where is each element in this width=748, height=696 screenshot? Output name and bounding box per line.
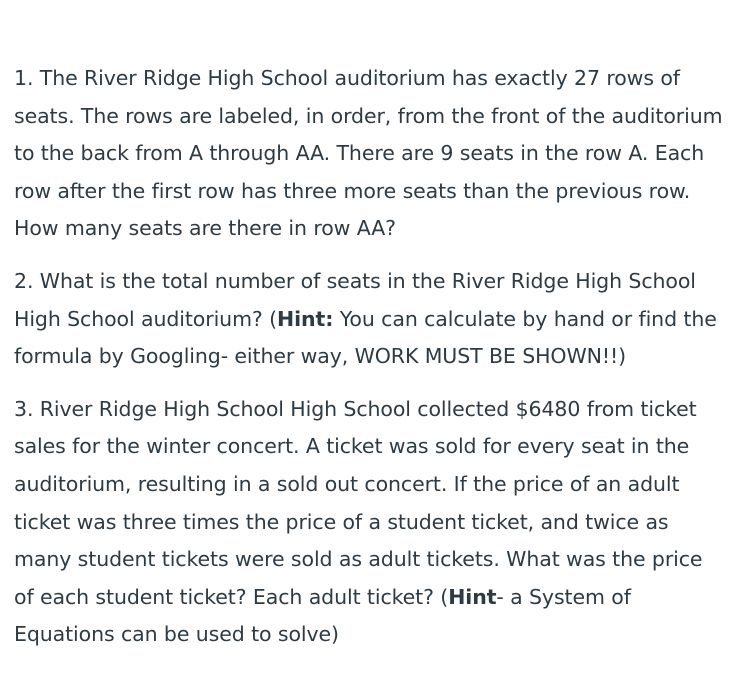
question-2-text-start: 2. What is the total number of seats in the River Ridge High School High School auditorium? ( (14, 268, 696, 331)
question-3-text-end: - a System of Equations can be used to solve) (14, 584, 631, 647)
question-3-hint-label: Hint (448, 584, 497, 609)
question-2-hint-label: Hint: (277, 306, 334, 331)
question-1 (14, 60, 724, 248)
question-3 (14, 391, 724, 654)
question-3-text-start: 3. River Ridge High School High School collected $6480 from ticket sales for the winter concert. A ticket was sold for every seat in the auditorium, resulting in a sold out concert. If the price of an adult ticket was three times the price of a student ticket, and twice as many student tickets were sold as adult tickets. What was the price of each student ticket? Each adult ticket? ( (14, 396, 703, 609)
question-1-text: 1. The River Ridge High School auditorium has exactly 27 rows of seats. The rows are labeled, in order, from the front of the auditorium to the back from A through AA. There are 9 seats in the row A. Each row after the first row has three more seats than the previous row. How many seats are there in row AA? (14, 66, 723, 241)
question-2 (14, 263, 724, 376)
question-2-text-end: You can calculate by hand or find the formula by Googling- either way, WORK MUST BE SHOWN!!) (14, 306, 717, 369)
